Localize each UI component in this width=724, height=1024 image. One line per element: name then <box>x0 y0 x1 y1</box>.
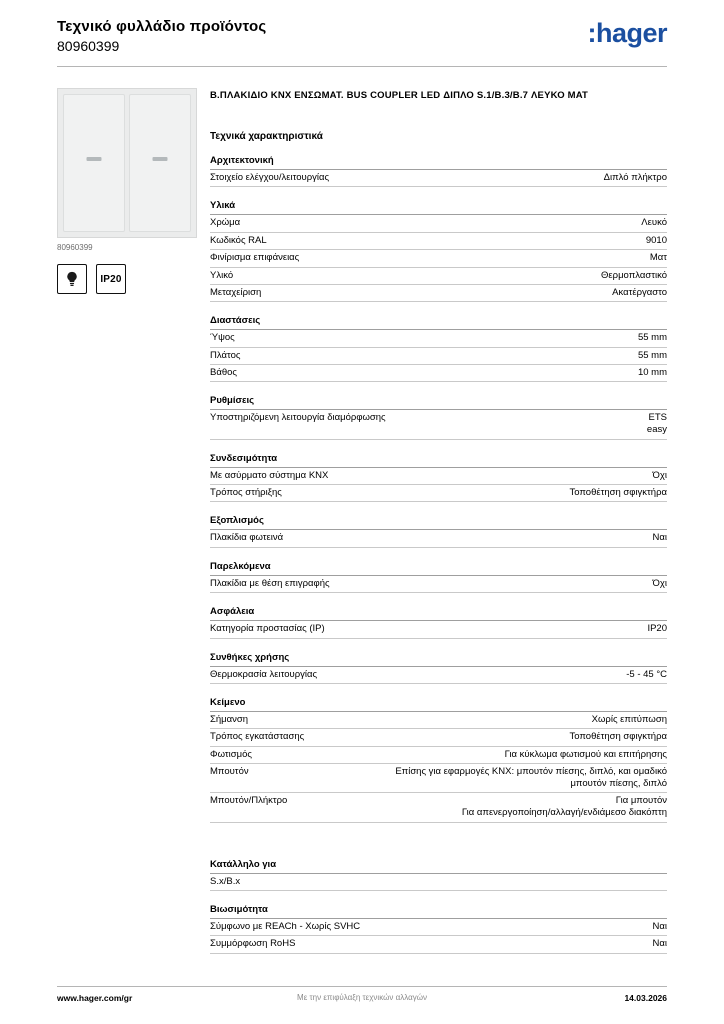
spec-label: Φινίρισμα επιφάνειας <box>210 252 300 264</box>
spec-label: Κωδικός RAL <box>210 234 267 246</box>
spec-label: Ύψος <box>210 332 235 344</box>
spec-value: Ναι <box>652 938 667 950</box>
spec-row <box>210 250 667 267</box>
header-text-block <box>57 18 266 54</box>
spec-row <box>210 874 667 891</box>
spec-value: Διπλό πλήκτρο <box>603 172 667 183</box>
spec-label: Στοιχείο ελέγχου/λειτουργίας <box>210 172 330 183</box>
spec-row <box>210 667 667 684</box>
spec-row <box>210 170 667 187</box>
section-header: Διαστάσεις <box>210 315 667 330</box>
hager-logo: :hager <box>587 18 667 48</box>
spec-label: Πλάτος <box>210 349 241 361</box>
spec-row <box>210 330 667 347</box>
spec-value: 10 mm <box>637 367 667 378</box>
spec-label: Μπουτόν <box>210 766 249 777</box>
spec-value: Ναι <box>652 920 667 932</box>
spec-label: Κατηγορία προστασίας (IP) <box>210 623 325 635</box>
specs-title: Τεχνικά χαρακτηριστικά <box>210 131 323 142</box>
spec-value: IP20 <box>647 623 667 635</box>
spec-row <box>210 712 667 729</box>
spec-value: 55 mm <box>637 332 667 344</box>
product-reference: 80960399 <box>57 38 120 54</box>
spec-label: Πλακίδια φωτεινά <box>210 532 284 544</box>
spec-label: Θερμοκρασία λειτουργίας <box>210 668 318 680</box>
spec-value: Ακατέργαστο <box>612 286 667 298</box>
spec-label: Τρόπος εγκατάστασης <box>210 731 305 743</box>
spec-row <box>210 919 667 936</box>
product-name: Β.ΠΛΑΚΙΔΙΟ KNX ΕΝΣΩΜΑΤ. BUS COUPLER LED ΔΙΠΛΟ S.1/B.3/B.7 ΛΕΥΚΟ ΜΑΤ <box>210 90 589 101</box>
spec-label: Φωτισμός <box>210 748 252 760</box>
spec-row <box>210 233 667 250</box>
spec-value: 9010 <box>645 234 667 246</box>
footer-date: 14.03.2026 <box>624 993 667 1003</box>
spec-value: ETS easy <box>646 412 667 436</box>
spec-label: Τρόπος στήριξης <box>210 487 282 498</box>
spec-row <box>210 576 667 593</box>
led-window-icon <box>87 157 102 161</box>
spec-value: Τοποθέτηση σφιγκτήρα <box>569 731 667 743</box>
spec-label: Με ασύρματο σύστημα KNX <box>210 469 329 481</box>
section-header: Ρυθμίσεις <box>210 395 667 410</box>
spec-row <box>210 410 667 439</box>
spec-value: Ματ <box>649 252 667 264</box>
lamp-icon <box>57 264 87 294</box>
spec-value: Τοποθέτηση σφιγκτήρα <box>569 487 667 498</box>
spec-row <box>210 485 667 502</box>
section-header: Βιωσιμότητα <box>210 904 667 919</box>
spec-row <box>210 268 667 285</box>
specs-column <box>210 88 667 954</box>
footer-divider <box>57 986 667 987</box>
spec-row <box>210 621 667 638</box>
section-header: Υλικά <box>210 200 667 215</box>
spec-label: Σήμανση <box>210 713 249 725</box>
header-divider <box>57 66 667 67</box>
footer <box>57 986 667 1003</box>
section-header: Συνδεσιμότητα <box>210 453 667 468</box>
section-header: Εξοπλισμός <box>210 515 667 530</box>
content <box>57 88 667 954</box>
specs-sections <box>210 155 667 954</box>
section-header: Παρελκόμενα <box>210 561 667 576</box>
spec-value: Θερμοπλαστικό <box>601 269 667 281</box>
spec-label: Μεταχείριση <box>210 286 262 298</box>
spec-row <box>210 747 667 764</box>
spec-row <box>210 285 667 302</box>
section-header: Αρχιτεκτονική <box>210 155 667 170</box>
spec-value: Για κύκλωμα φωτισμού και επιτήρησης <box>504 748 667 760</box>
image-reference: 80960399 <box>57 243 93 252</box>
spec-value: Επίσης για εφαρμογές KNX: μπουτόν πίεσης, διπλό, και ομαδικό μπουτόν πίεσης, διπλό <box>395 766 667 789</box>
spec-value: Χωρίς επιτύπωση <box>591 713 667 725</box>
rocker-right <box>129 94 191 232</box>
spec-value: Όχι <box>652 577 667 589</box>
footer-row <box>57 993 667 1003</box>
header <box>57 18 667 54</box>
page-title: Τεχνικό φυλλάδιο προϊόντος <box>57 18 267 35</box>
section-header: Κατάλληλο για <box>210 859 667 874</box>
ip-rating-badge: IP20 <box>96 264 126 294</box>
section-header: Συνθήκες χρήσης <box>210 652 667 667</box>
spec-row <box>210 215 667 232</box>
spec-label: Υλικό <box>210 269 234 281</box>
spec-row <box>210 936 667 953</box>
spec-label: S.x/B.x <box>210 875 241 887</box>
spec-value: -5 - 45 °C <box>626 668 667 680</box>
spec-value: Λευκό <box>641 217 667 229</box>
spec-value: Ναι <box>652 532 667 544</box>
spec-label: Πλακίδια με θέση επιγραφής <box>210 577 330 589</box>
feature-badges <box>57 264 197 294</box>
spec-label: Μπουτόν/Πλήκτρο <box>210 795 288 807</box>
spec-row <box>210 530 667 547</box>
spec-row <box>210 729 667 746</box>
spec-row <box>210 793 667 822</box>
spec-label: Συμμόρφωση RoHS <box>210 938 296 950</box>
footer-disclaimer: Με την επιφύλαξη τεχνικών αλλαγών <box>297 993 427 1002</box>
led-window-icon <box>153 157 168 161</box>
spec-row <box>210 764 667 793</box>
spec-value: 55 mm <box>637 349 667 361</box>
spec-row <box>210 348 667 365</box>
spec-row <box>210 468 667 485</box>
spec-row <box>210 365 667 382</box>
spec-label: Σύμφωνο με REACh - Χωρίς SVHC <box>210 920 361 932</box>
rocker-left <box>63 94 125 232</box>
section-header: Κείμενο <box>210 697 667 712</box>
spec-label: Υποστηριζόμενη λειτουργία διαμόρφωσης <box>210 412 386 424</box>
spec-value: Για μπουτόν Για απενεργοποίηση/αλλαγή/ενδιάμεσο διακόπτη <box>461 795 667 819</box>
spec-value: Όχι <box>652 469 667 481</box>
product-image <box>57 88 197 238</box>
footer-website-link[interactable]: www.hager.com/gr <box>57 993 133 1003</box>
spec-label: Χρώμα <box>210 217 241 229</box>
section-header: Ασφάλεια <box>210 606 667 621</box>
product-media-column <box>57 88 197 954</box>
spec-label: Βάθος <box>210 367 237 378</box>
